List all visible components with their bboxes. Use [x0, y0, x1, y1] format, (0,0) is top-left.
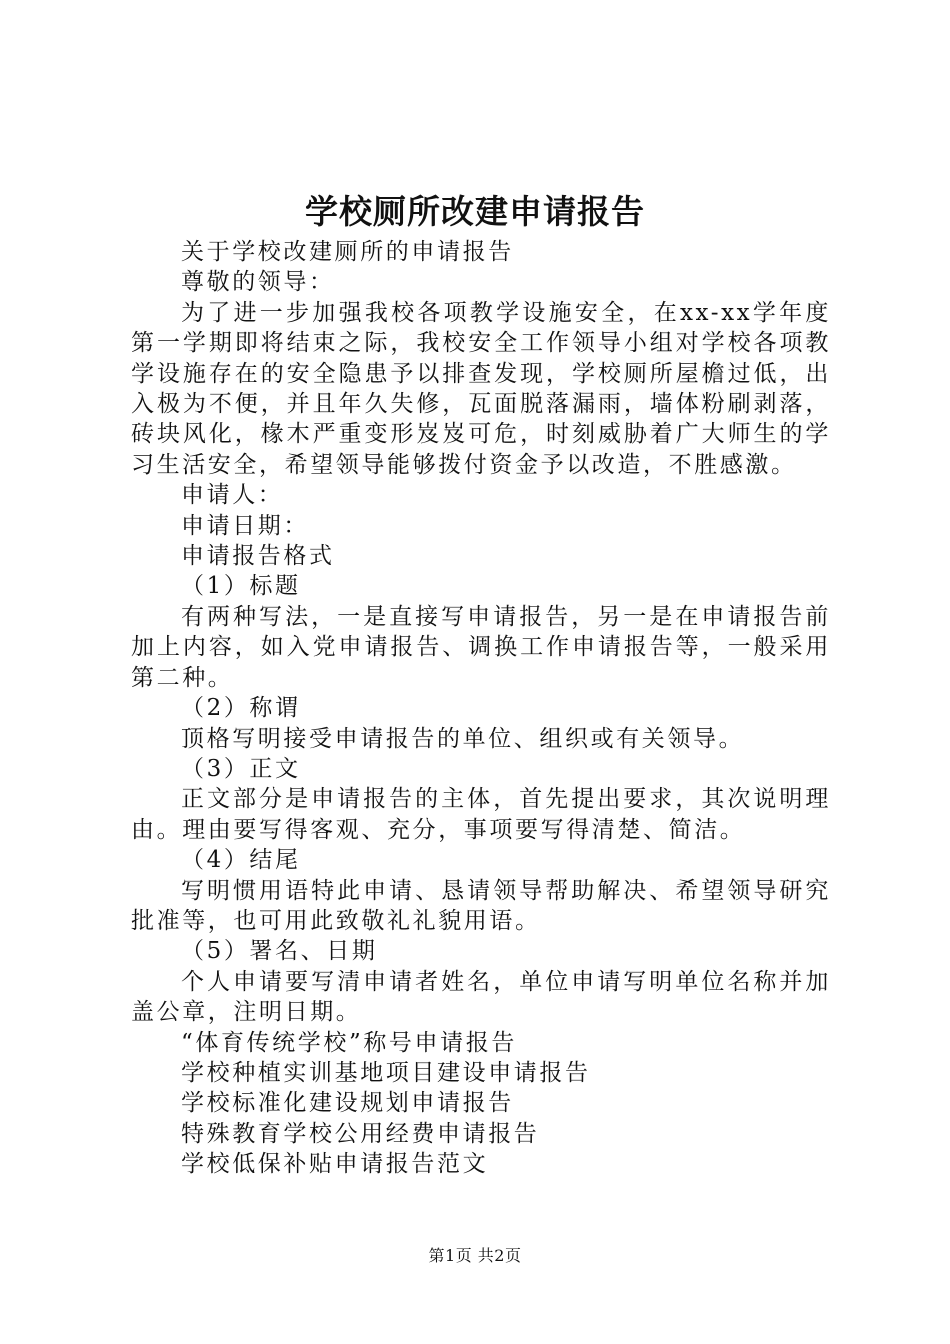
paragraph-section-signature: （5）署名、日期	[181, 938, 378, 965]
paragraph-body-desc: 正文部分是申请报告的主体，首先提出要求，其次说明理由。理由要写得客观、充分，事项要写得清楚、简洁。	[131, 786, 831, 843]
paragraph-main-request: 为了进一步加强我校各项教学设施安全，在xx-xx学年度第一学期即将结束之际，我校安全工作领导小组对学校各项教学设施存在的安全隐患予以排查发现，学校厕所屋檐过低，出入极为不便，并且年久失修，瓦面脱落漏雨，墙体粉刷剥落，砖块风化，椽木严重变形岌岌可危，时刻威胁着广大师生的学习生活安全，希望领导能够拨付资金予以改造，不胜感激。	[131, 299, 831, 478]
paragraph-subject: 关于学校改建厕所的申请报告	[181, 239, 514, 265]
related-link-3: 学校标准化建设规划申请报告	[181, 1090, 514, 1117]
document-title: 学校厕所改建申请报告	[305, 192, 645, 231]
paragraph-section-ending: （4）结尾	[181, 847, 301, 874]
related-link-2: 学校种植实训基地项目建设申请报告	[181, 1059, 591, 1086]
paragraph-salutation-desc: 顶格写明接受申请报告的单位、组织或有关领导。	[181, 725, 745, 752]
paragraph-format-heading: 申请报告格式	[181, 543, 335, 570]
paragraph-ending-desc: 写明惯用语特此申请、恳请领导帮助解决、希望领导研究批准等，也可用此致敬礼礼貌用语。	[131, 877, 831, 934]
related-link-5: 学校低保补贴申请报告范文	[181, 1151, 489, 1178]
paragraph-salutation: 尊敬的领导：	[181, 269, 335, 296]
paragraph-title-desc: 有两种写法，一是直接写申请报告，另一是在申请报告前加上内容，如入党申请报告、调换工作申请报告等，一般采用第二种。	[131, 603, 831, 691]
paragraph-date: 申请日期：	[181, 512, 309, 539]
paragraph-signature-desc: 个人申请要写清申请者姓名，单位申请写明单位名称并加盖公章，注明日期。	[131, 968, 831, 1026]
related-link-1: “体育传统学校”称号申请报告	[181, 1029, 517, 1056]
related-link-4: 特殊教育学校公用经费申请报告	[181, 1120, 540, 1147]
paragraph-section-title: （1）标题	[181, 573, 301, 600]
paragraph-section-salutation: （2）称谓	[181, 695, 301, 722]
document-body	[131, 237, 831, 1180]
paragraph-section-body: （3）正文	[181, 755, 301, 782]
paragraph-applicant: 申请人：	[181, 482, 284, 509]
page-footer: 第1页 共2页	[428, 1246, 522, 1265]
